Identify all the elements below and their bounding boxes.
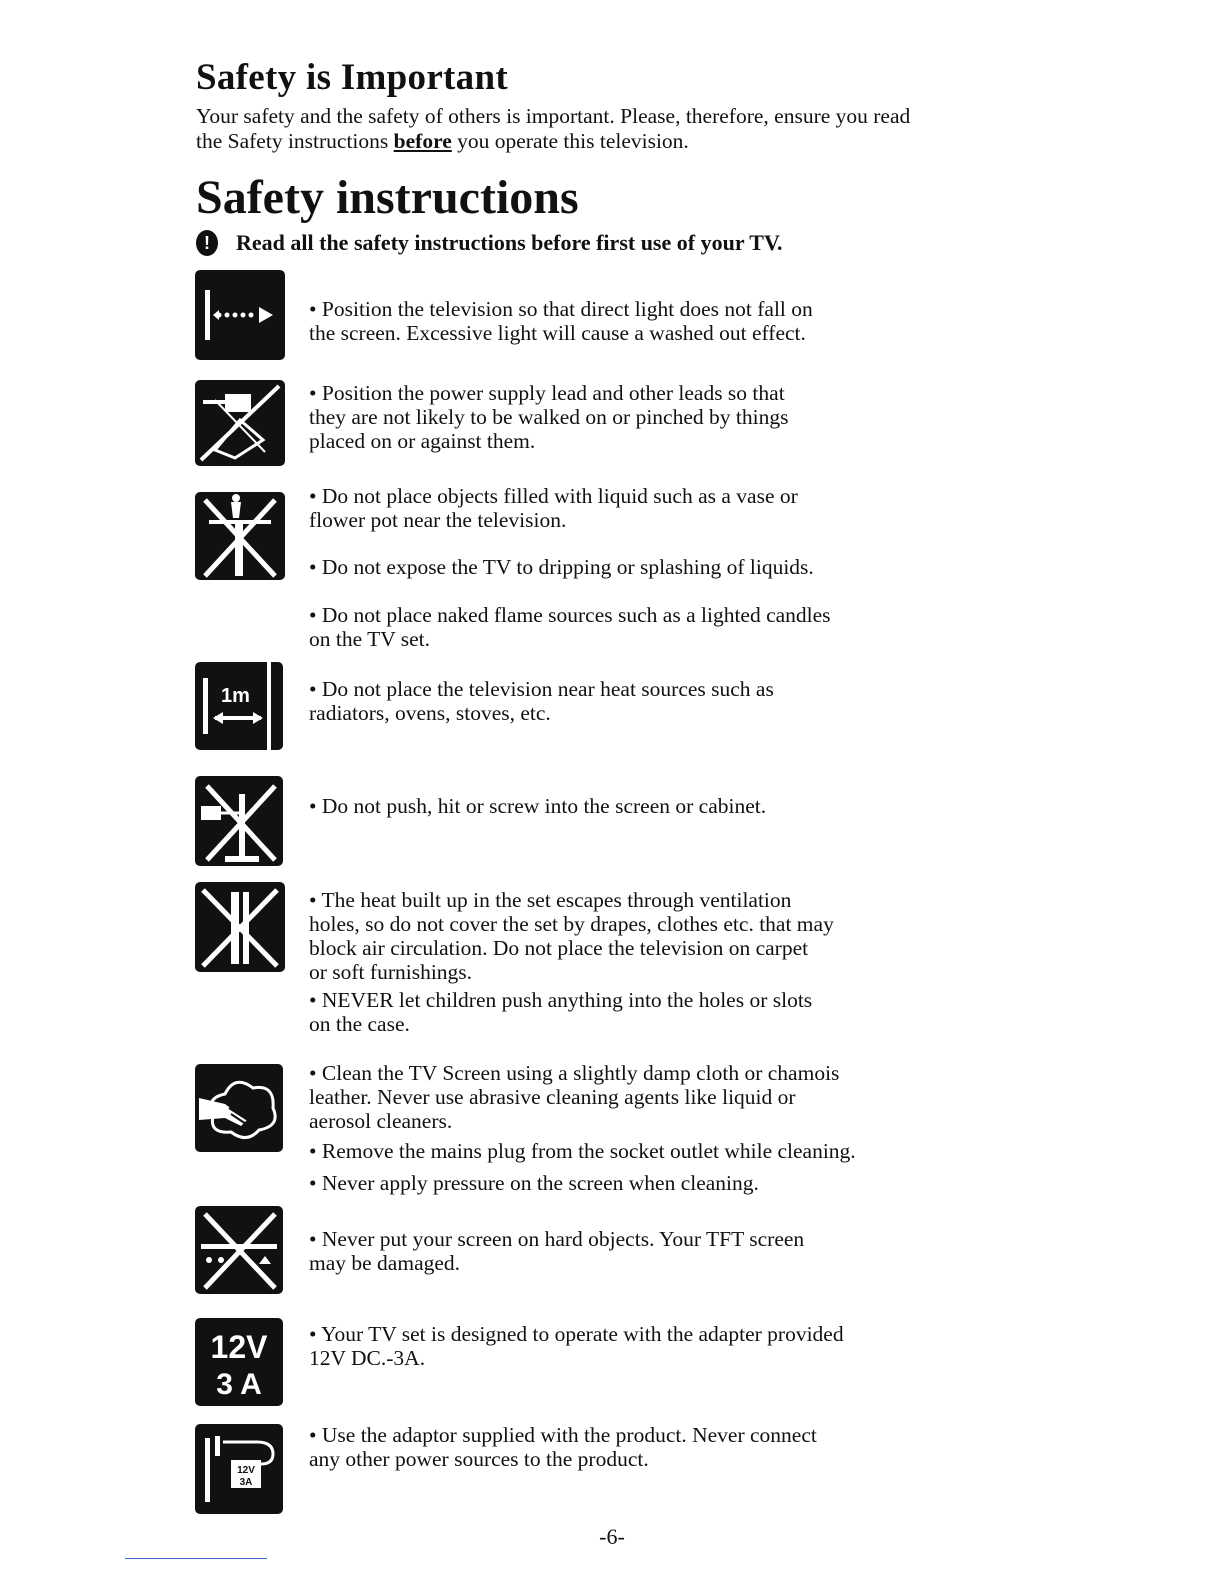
instruction-push: • Do not push, hit or screw into the screen or cabinet.	[309, 794, 767, 818]
instruction-leads: • Position the power supply lead and other leads so that they are not likely to be walked on or pinched by things placed on or against them.	[309, 381, 789, 453]
vase-liquid-crossed-icon	[195, 492, 285, 580]
power-lead-crossed-icon	[195, 380, 285, 466]
light-direction-icon	[195, 270, 285, 360]
svg-text:3A: 3A	[239, 1477, 253, 1488]
instruction-clean-2: • Remove the mains plug from the socket outlet while cleaning.	[309, 1139, 856, 1163]
push-screen-crossed-icon	[195, 776, 283, 866]
footer-divider	[125, 1558, 267, 1559]
instruction-clean-1: • Clean the TV Screen using a slightly damp cloth or chamois leather. Never use abrasive cleaning agents like liquid or aerosol cleaners.	[309, 1061, 840, 1133]
instruction-vent-1: • The heat built up in the set escapes through ventilation holes, so do not cover the set by drapes, clothes etc. that may block air circulation. Do not place the television on carpet or soft furnishings.	[309, 888, 834, 984]
section-title: Safety instructions	[196, 171, 579, 224]
instruction-heat: • Do not place the television near heat sources such as radiators, ovens, stoves, etc.	[309, 677, 774, 725]
intro-line-1: Your safety and the safety of others is important. Please, therefore, ensure you read	[196, 104, 911, 128]
cleaning-hand-icon	[195, 1064, 283, 1152]
intro-paragraph	[196, 104, 1056, 154]
instruction-power: • Your TV set is designed to operate with the adapter provided 12V DC.-3A.	[309, 1322, 844, 1370]
instruction-adaptor: • Use the adaptor supplied with the product. Never connect any other power sources to the product.	[309, 1423, 817, 1471]
adaptor-icon	[195, 1424, 283, 1514]
svg-text:12V: 12V	[210, 1329, 268, 1365]
power-rating-icon	[195, 1318, 283, 1406]
instruction-flame: • Do not place naked flame sources such as a lighted candles on the TV set.	[309, 603, 831, 651]
svg-text:3 A: 3 A	[216, 1368, 262, 1401]
svg-text:12V: 12V	[237, 1465, 255, 1476]
exclamation-icon: !	[196, 230, 218, 256]
warning-line	[196, 230, 783, 256]
warning-text: Read all the safety instructions before first use of your TV.	[236, 230, 783, 255]
page-title: Safety is Important	[196, 57, 508, 98]
intro-line-2b: you operate this television.	[451, 129, 689, 153]
intro-emphasis: before	[393, 129, 452, 153]
instruction-clean-3: • Never apply pressure on the screen when cleaning.	[309, 1171, 759, 1195]
instruction-liquid-1: • Do not place objects filled with liquid such as a vase or flower pot near the television.	[309, 484, 798, 532]
intro-line-2a: the Safety instructions	[196, 129, 394, 153]
page-number: -6-	[599, 1524, 625, 1549]
instruction-light: • Position the television so that direct light does not fall on the screen. Excessive light will cause a washed out effect.	[309, 297, 813, 345]
instruction-liquid-2: • Do not expose the TV to dripping or splashing of liquids.	[309, 555, 814, 579]
heat-distance-icon	[195, 662, 283, 750]
ventilation-crossed-icon	[195, 882, 285, 972]
instruction-vent-2: • NEVER let children push anything into the holes or slots on the case.	[309, 988, 813, 1036]
svg-text:1m: 1m	[221, 685, 250, 707]
hard-objects-crossed-icon	[195, 1206, 283, 1294]
instruction-hard: • Never put your screen on hard objects. Your TFT screen may be damaged.	[309, 1227, 805, 1275]
